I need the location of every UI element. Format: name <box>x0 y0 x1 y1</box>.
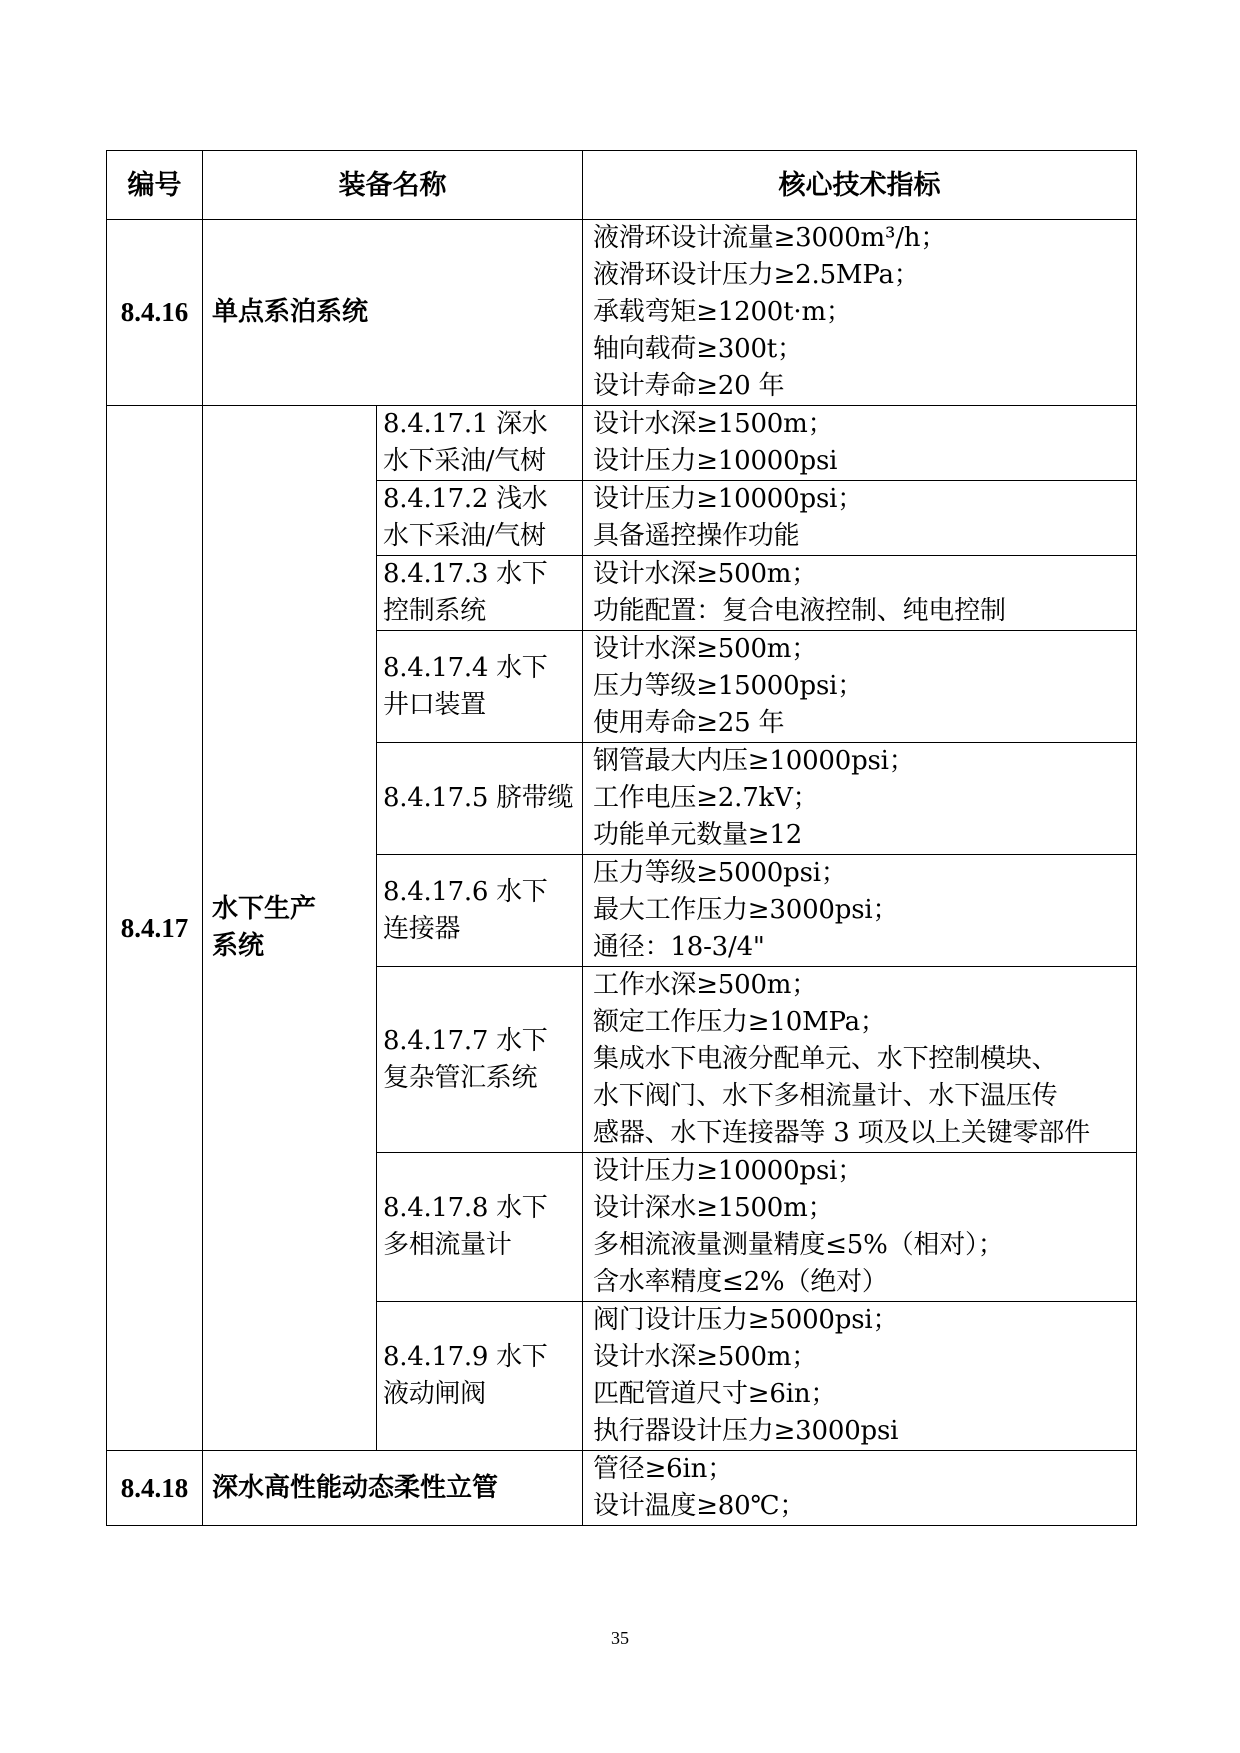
row-name: 深水高性能动态柔性立管 <box>203 1451 583 1526</box>
table-row <box>107 220 1137 406</box>
spec-line: 阀门设计压力≥5000psi； <box>593 1305 899 1335</box>
spec-line: 设计寿命≥20 年 <box>593 371 785 401</box>
spec-line: 集成水下电液分配单元、水下控制模块、 <box>593 1044 1058 1074</box>
spec-line: 压力等级≥15000psi； <box>593 671 863 701</box>
row-name: 单点系泊系统 <box>203 220 583 406</box>
subitem-name <box>377 406 583 481</box>
subitem-spec <box>583 1153 1137 1302</box>
spec-line: 设计水深≥500m； <box>593 634 818 664</box>
subitem-spec <box>583 406 1137 481</box>
subitem-spec <box>583 556 1137 631</box>
subitem-name-line: 8.4.17.8 水下 <box>383 1193 548 1223</box>
spec-line: 设计深水≥1500m； <box>593 1193 834 1223</box>
spec-line: 含水率精度≤2%（绝对） <box>593 1267 888 1297</box>
subitem-spec <box>583 481 1137 556</box>
subitem-name-line: 复杂管汇系统 <box>383 1062 538 1093</box>
subitem-name <box>377 1302 583 1451</box>
spec-line: 设计水深≥500m； <box>593 559 818 589</box>
subitem-name-line: 井口装置 <box>383 689 486 720</box>
header-spec: 核心技术指标 <box>583 151 1137 220</box>
spec-line: 轴向载荷≥300t； <box>593 334 803 364</box>
subitem-name-line: 8.4.17.7 水下 <box>383 1025 548 1056</box>
table-row <box>107 406 1137 481</box>
row-name <box>203 406 377 1451</box>
row-code: 8.4.17 <box>107 406 203 1451</box>
spec-line: 工作水深≥500m； <box>593 970 818 1000</box>
subitem-name-line: 水下采油/气树 <box>383 521 546 551</box>
spec-line: 液滑环设计流量≥3000m³/h； <box>593 223 947 253</box>
spec-line: 钢管最大内压≥10000psi； <box>593 746 915 776</box>
row-name-line: 水下生产 <box>212 894 317 924</box>
spec-line: 通径：18-3/4" <box>593 932 765 962</box>
table-row <box>107 1451 1137 1526</box>
subitem-spec <box>583 743 1137 855</box>
subitem-name <box>377 743 583 855</box>
subitem-name <box>377 967 583 1153</box>
row-name-line: 系统 <box>212 931 265 961</box>
subitem-name-line: 8.4.17.3 水下 <box>383 559 548 589</box>
subitem-spec <box>583 631 1137 743</box>
spec-line: 使用寿命≥25 年 <box>593 708 785 738</box>
spec-line: 液滑环设计压力≥2.5MPa； <box>593 260 920 290</box>
spec-line: 设计压力≥10000psi； <box>593 1156 863 1186</box>
subitem-name <box>377 556 583 631</box>
subitem-name-line: 多相流量计 <box>383 1230 512 1260</box>
subitem-name <box>377 855 583 967</box>
spec-line: 工作电压≥2.7kV； <box>593 783 819 813</box>
subitem-name-line: 水下采油/气树 <box>383 446 546 476</box>
subitem-name-line: 液动闸阀 <box>383 1379 486 1409</box>
header-code: 编号 <box>107 151 203 220</box>
header-name: 装备名称 <box>203 151 583 220</box>
spec-line: 匹配管道尺寸≥6in； <box>593 1379 837 1409</box>
spec-line: 感器、水下连接器等 3 项及以上关键零部件 <box>593 1118 1090 1148</box>
subitem-name-line: 8.4.17.5 脐带缆 <box>383 783 574 813</box>
spec-line: 水下阀门、水下多相流量计、水下温压传 <box>593 1081 1058 1111</box>
spec-line: 承载弯矩≥1200t·m； <box>593 297 852 327</box>
row-code: 8.4.16 <box>107 220 203 406</box>
subitem-name <box>377 1153 583 1302</box>
spec-line: 功能配置：复合电液控制、纯电控制 <box>593 596 1006 626</box>
spec-line: 设计水深≥1500m； <box>593 409 834 439</box>
row-code: 8.4.18 <box>107 1451 203 1526</box>
subitem-name <box>377 631 583 743</box>
spec-line: 最大工作压力≥3000psi； <box>593 895 899 925</box>
subitem-spec <box>583 1302 1137 1451</box>
equipment-table <box>106 150 1137 1526</box>
spec-line: 功能单元数量≥12 <box>593 820 803 850</box>
spec-line: 管径≥6in； <box>593 1454 733 1484</box>
subitem-name-line: 控制系统 <box>383 596 486 626</box>
spec-line: 设计水深≥500m； <box>593 1342 818 1372</box>
subitem-name-line: 连接器 <box>383 913 461 944</box>
subitem-spec <box>583 855 1137 967</box>
page-number: 35 <box>611 1628 629 1648</box>
subitem-name-line: 8.4.17.1 深水 <box>383 409 548 439</box>
spec-line: 额定工作压力≥10MPa； <box>593 1007 886 1037</box>
spec-line: 执行器设计压力≥3000psi <box>593 1416 899 1446</box>
subitem-name-line: 8.4.17.6 水下 <box>383 876 548 907</box>
row-spec <box>583 220 1137 406</box>
spec-line: 多相流液量测量精度≤5%（相对）； <box>593 1230 1004 1260</box>
subitem-name-line: 8.4.17.2 浅水 <box>383 484 548 514</box>
row-spec <box>583 1451 1137 1526</box>
subitem-name-line: 8.4.17.4 水下 <box>383 652 548 683</box>
spec-line: 设计温度≥80℃； <box>593 1491 806 1521</box>
spec-line: 具备遥控操作功能 <box>593 521 800 551</box>
spec-line: 压力等级≥5000psi； <box>593 858 847 888</box>
subitem-name <box>377 481 583 556</box>
table-header-row <box>107 151 1137 220</box>
subitem-spec <box>583 967 1137 1153</box>
subitem-name-line: 8.4.17.9 水下 <box>383 1342 548 1372</box>
spec-line: 设计压力≥10000psi <box>593 446 838 476</box>
spec-line: 设计压力≥10000psi； <box>593 484 863 514</box>
